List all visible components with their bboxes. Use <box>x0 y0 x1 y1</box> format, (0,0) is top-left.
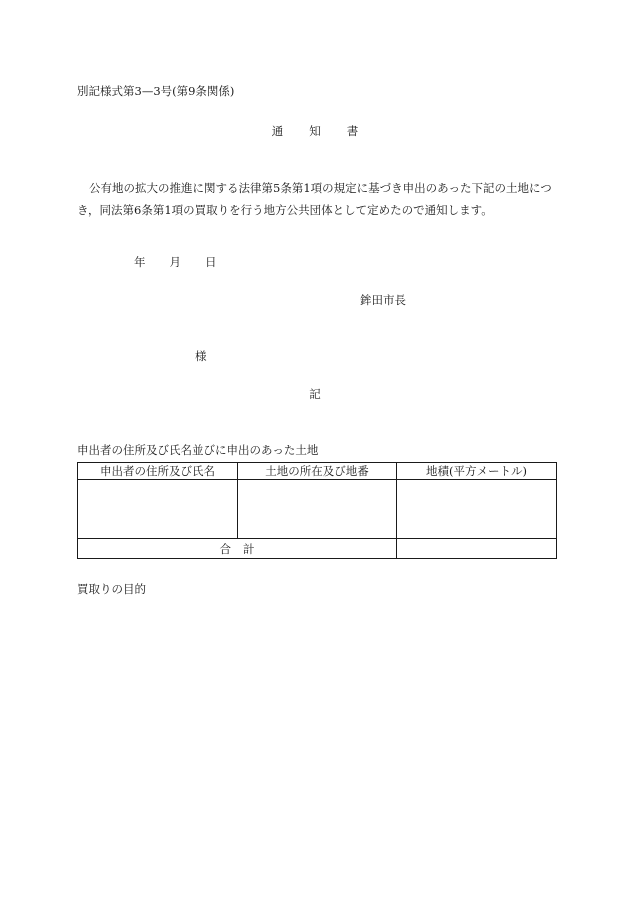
form-number: 別記様式第3—3号(第9条関係) <box>77 84 235 98</box>
year-label: 年 <box>134 255 146 269</box>
table-header-row <box>78 463 557 480</box>
cell-location <box>238 480 397 539</box>
total-char-1: 合 <box>219 541 231 556</box>
header-applicant: 申出者の住所及び氏名 <box>78 463 238 480</box>
document-title <box>0 123 630 139</box>
title-char-1: 通 <box>271 124 284 138</box>
cell-applicant <box>78 480 238 539</box>
total-value <box>397 539 557 559</box>
recipient-suffix: 様 <box>195 349 207 363</box>
total-label <box>78 539 397 559</box>
total-row <box>78 539 557 559</box>
title-char-3: 書 <box>346 124 359 138</box>
sender-name: 鉾田市長 <box>360 293 406 307</box>
table-row <box>78 480 557 539</box>
notice-body: 公有地の拡大の推進に関する法律第5条第1項の規定に基づき申出のあった下記の土地につき，同法第6条第1項の買取りを行う地方公共団体として定めたので通知します。 <box>77 181 552 217</box>
table-caption: 申出者の住所及び氏名並びに申出のあった土地 <box>77 443 319 457</box>
purpose-label: 買取りの目的 <box>77 582 146 596</box>
land-table <box>77 462 557 559</box>
date-line <box>134 254 217 270</box>
total-char-2: 計 <box>243 541 255 556</box>
header-location: 土地の所在及び地番 <box>238 463 397 480</box>
title-char-2: 知 <box>309 124 321 138</box>
month-label: 月 <box>169 255 181 269</box>
ki-heading: 記 <box>309 387 321 401</box>
header-area: 地積(平方メートル) <box>397 463 557 480</box>
cell-area <box>397 480 557 539</box>
day-label: 日 <box>205 255 217 269</box>
